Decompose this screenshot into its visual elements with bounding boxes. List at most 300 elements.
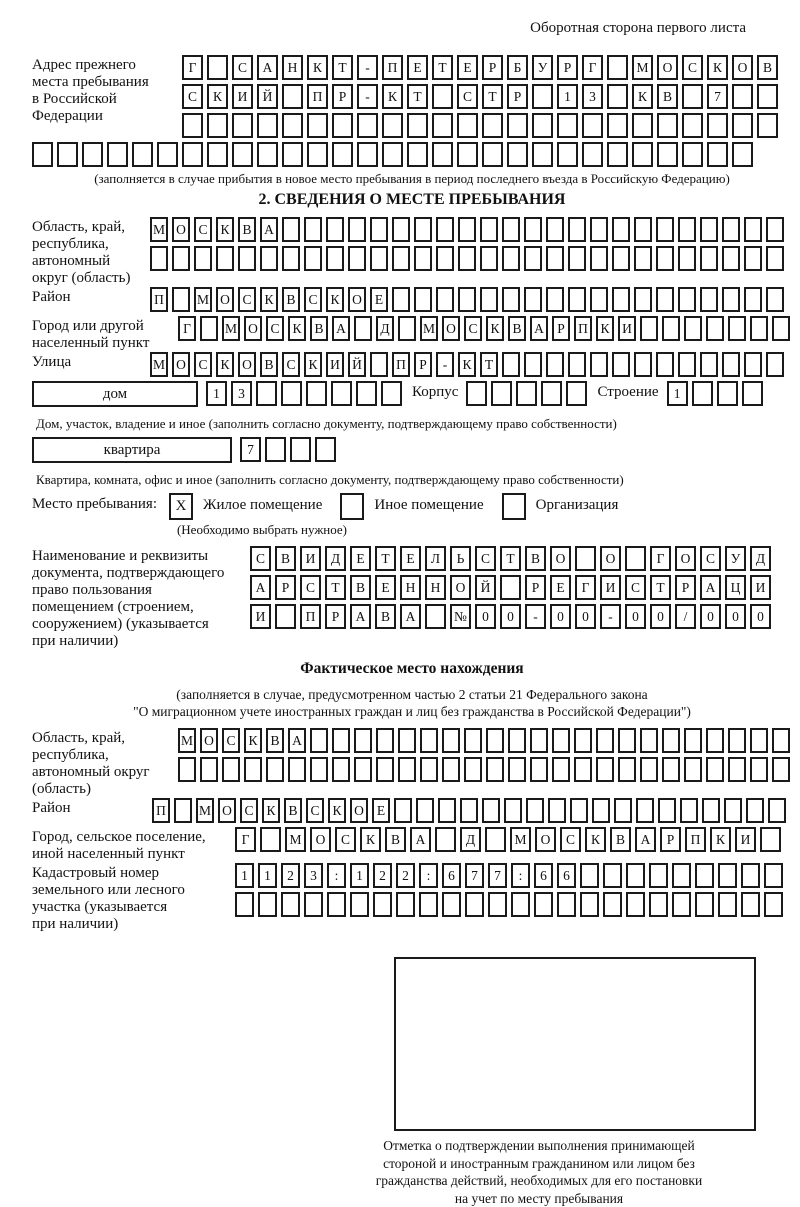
char-cell[interactable]: № [450, 604, 471, 629]
char-cell[interactable] [432, 113, 453, 138]
char-cell[interactable]: 0 [475, 604, 496, 629]
char-cell[interactable]: С [282, 352, 300, 377]
char-cell[interactable] [480, 287, 498, 312]
char-cell[interactable]: Г [575, 575, 596, 600]
char-cell[interactable] [480, 217, 498, 242]
char-cell[interactable] [354, 757, 372, 782]
char-cell[interactable] [222, 757, 240, 782]
char-cell[interactable] [695, 863, 714, 888]
char-cell[interactable] [532, 113, 553, 138]
char-cell[interactable]: С [194, 217, 212, 242]
char-cell[interactable]: П [392, 352, 410, 377]
char-cell[interactable] [707, 113, 728, 138]
char-cell[interactable]: М [510, 827, 531, 852]
char-cell[interactable] [557, 892, 576, 917]
char-cell[interactable]: О [535, 827, 556, 852]
char-cell[interactable]: О [200, 728, 218, 753]
char-cell[interactable] [575, 546, 596, 571]
char-cell[interactable]: Е [350, 546, 371, 571]
char-cell[interactable] [382, 113, 403, 138]
char-cell[interactable]: С [300, 575, 321, 600]
char-cell[interactable]: 7 [465, 863, 484, 888]
char-cell[interactable] [695, 892, 714, 917]
char-cell[interactable]: Р [557, 55, 578, 80]
char-cell[interactable] [764, 892, 783, 917]
char-cell[interactable]: О [172, 352, 190, 377]
char-cell[interactable] [590, 352, 608, 377]
char-cell[interactable] [684, 757, 702, 782]
char-cell[interactable] [546, 287, 564, 312]
char-cell[interactable] [281, 892, 300, 917]
char-cell[interactable] [658, 798, 676, 823]
char-cell[interactable] [682, 84, 703, 109]
char-cell[interactable] [458, 287, 476, 312]
char-cell[interactable] [482, 113, 503, 138]
char-cell[interactable] [764, 863, 783, 888]
char-cell[interactable]: Т [407, 84, 428, 109]
char-cell[interactable]: С [560, 827, 581, 852]
char-cell[interactable] [460, 798, 478, 823]
char-cell[interactable]: П [382, 55, 403, 80]
char-cell[interactable]: П [152, 798, 170, 823]
char-cell[interactable] [508, 728, 526, 753]
char-cell[interactable]: 3 [304, 863, 323, 888]
char-cell[interactable] [574, 757, 592, 782]
char-cell[interactable]: Н [425, 575, 446, 600]
char-cell[interactable]: К [328, 798, 346, 823]
char-cell[interactable]: В [266, 728, 284, 753]
char-cell[interactable]: Н [282, 55, 303, 80]
char-cell[interactable] [618, 728, 636, 753]
char-cell[interactable]: П [574, 316, 592, 341]
char-cell[interactable] [290, 437, 311, 462]
char-cell[interactable]: Е [407, 55, 428, 80]
char-cell[interactable] [174, 798, 192, 823]
char-cell[interactable] [706, 316, 724, 341]
char-cell[interactable] [256, 381, 277, 406]
char-cell[interactable] [398, 757, 416, 782]
char-cell[interactable]: Р [275, 575, 296, 600]
char-cell[interactable] [150, 246, 168, 271]
char-cell[interactable]: А [530, 316, 548, 341]
char-cell[interactable] [310, 728, 328, 753]
char-cell[interactable]: 6 [557, 863, 576, 888]
char-cell[interactable]: 1 [258, 863, 277, 888]
char-cell[interactable]: 2 [281, 863, 300, 888]
char-cell[interactable]: Р [507, 84, 528, 109]
char-cell[interactable] [700, 352, 718, 377]
char-cell[interactable]: И [326, 352, 344, 377]
char-cell[interactable] [618, 757, 636, 782]
char-cell[interactable] [672, 892, 691, 917]
char-cell[interactable]: О [450, 575, 471, 600]
char-cell[interactable]: Г [235, 827, 256, 852]
char-cell[interactable]: Й [475, 575, 496, 600]
char-cell[interactable] [649, 892, 668, 917]
char-cell[interactable] [354, 316, 372, 341]
char-cell[interactable] [757, 84, 778, 109]
char-cell[interactable] [414, 246, 432, 271]
char-cell[interactable] [678, 217, 696, 242]
char-cell[interactable] [327, 892, 346, 917]
char-cell[interactable]: 2 [373, 863, 392, 888]
char-cell[interactable] [310, 757, 328, 782]
char-cell[interactable] [232, 113, 253, 138]
char-cell[interactable] [632, 113, 653, 138]
checkbox-residential-premises[interactable]: X [169, 493, 193, 520]
char-cell[interactable]: К [596, 316, 614, 341]
char-cell[interactable] [507, 113, 528, 138]
char-cell[interactable] [722, 352, 740, 377]
char-cell[interactable]: 0 [500, 604, 521, 629]
char-cell[interactable] [706, 728, 724, 753]
char-cell[interactable] [732, 84, 753, 109]
char-cell[interactable]: С [475, 546, 496, 571]
char-cell[interactable] [307, 142, 328, 167]
char-cell[interactable] [373, 892, 392, 917]
char-cell[interactable] [662, 757, 680, 782]
char-cell[interactable] [532, 142, 553, 167]
char-cell[interactable]: 3 [582, 84, 603, 109]
char-cell[interactable] [458, 217, 476, 242]
char-cell[interactable] [485, 827, 506, 852]
char-cell[interactable] [200, 757, 218, 782]
char-cell[interactable]: Е [550, 575, 571, 600]
char-cell[interactable]: И [300, 546, 321, 571]
char-cell[interactable] [407, 113, 428, 138]
char-cell[interactable] [500, 575, 521, 600]
char-cell[interactable] [420, 757, 438, 782]
char-cell[interactable] [592, 798, 610, 823]
char-cell[interactable]: В [610, 827, 631, 852]
char-cell[interactable] [657, 142, 678, 167]
char-cell[interactable] [678, 287, 696, 312]
char-cell[interactable] [766, 352, 784, 377]
char-cell[interactable]: А [350, 604, 371, 629]
char-cell[interactable]: С [222, 728, 240, 753]
char-cell[interactable]: - [357, 55, 378, 80]
char-cell[interactable] [282, 246, 300, 271]
char-cell[interactable]: Р [552, 316, 570, 341]
char-cell[interactable] [282, 142, 303, 167]
char-cell[interactable] [436, 246, 454, 271]
char-cell[interactable] [744, 217, 762, 242]
char-cell[interactable]: : [511, 863, 530, 888]
char-cell[interactable] [282, 113, 303, 138]
char-cell[interactable]: П [150, 287, 168, 312]
char-cell[interactable] [766, 217, 784, 242]
char-cell[interactable]: Т [650, 575, 671, 600]
char-cell[interactable]: О [172, 217, 190, 242]
char-cell[interactable] [568, 246, 586, 271]
char-cell[interactable] [511, 892, 530, 917]
char-cell[interactable] [502, 246, 520, 271]
char-cell[interactable]: Л [425, 546, 446, 571]
char-cell[interactable] [582, 142, 603, 167]
char-cell[interactable]: И [600, 575, 621, 600]
char-cell[interactable]: Т [500, 546, 521, 571]
char-cell[interactable]: У [532, 55, 553, 80]
char-cell[interactable] [326, 246, 344, 271]
char-cell[interactable] [396, 892, 415, 917]
char-cell[interactable] [612, 217, 630, 242]
char-cell[interactable] [566, 381, 587, 406]
char-cell[interactable] [398, 728, 416, 753]
char-cell[interactable] [718, 863, 737, 888]
char-cell[interactable]: Й [348, 352, 366, 377]
char-cell[interactable] [574, 728, 592, 753]
char-cell[interactable] [464, 728, 482, 753]
char-cell[interactable]: М [194, 287, 212, 312]
char-cell[interactable]: К [307, 55, 328, 80]
char-cell[interactable]: В [657, 84, 678, 109]
char-cell[interactable] [692, 381, 713, 406]
char-cell[interactable]: М [222, 316, 240, 341]
char-cell[interactable]: Р [414, 352, 432, 377]
char-cell[interactable] [216, 246, 234, 271]
char-cell[interactable]: В [238, 217, 256, 242]
char-cell[interactable]: О [216, 287, 234, 312]
char-cell[interactable]: К [710, 827, 731, 852]
char-cell[interactable]: Р [332, 84, 353, 109]
char-cell[interactable]: С [240, 798, 258, 823]
char-cell[interactable] [257, 113, 278, 138]
char-cell[interactable] [82, 142, 103, 167]
char-cell[interactable] [634, 352, 652, 377]
char-cell[interactable] [504, 798, 522, 823]
char-cell[interactable] [420, 728, 438, 753]
char-cell[interactable] [732, 142, 753, 167]
char-cell[interactable]: Б [507, 55, 528, 80]
char-cell[interactable]: : [419, 863, 438, 888]
char-cell[interactable] [612, 246, 630, 271]
char-cell[interactable] [760, 827, 781, 852]
char-cell[interactable] [678, 352, 696, 377]
char-cell[interactable] [636, 798, 654, 823]
char-cell[interactable]: - [436, 352, 454, 377]
char-cell[interactable] [348, 246, 366, 271]
char-cell[interactable]: О [348, 287, 366, 312]
char-cell[interactable]: К [326, 287, 344, 312]
char-cell[interactable] [486, 728, 504, 753]
char-cell[interactable] [724, 798, 742, 823]
char-cell[interactable]: : [327, 863, 346, 888]
char-cell[interactable]: Р [660, 827, 681, 852]
checkbox-organization[interactable] [502, 493, 526, 520]
char-cell[interactable]: С [625, 575, 646, 600]
char-cell[interactable]: Т [432, 55, 453, 80]
char-cell[interactable] [502, 287, 520, 312]
char-cell[interactable] [580, 892, 599, 917]
char-cell[interactable]: М [420, 316, 438, 341]
char-cell[interactable]: С [457, 84, 478, 109]
char-cell[interactable]: 6 [442, 863, 461, 888]
char-cell[interactable] [680, 798, 698, 823]
char-cell[interactable] [524, 246, 542, 271]
char-cell[interactable]: 1 [557, 84, 578, 109]
char-cell[interactable]: Е [375, 575, 396, 600]
char-cell[interactable] [607, 142, 628, 167]
char-cell[interactable]: С [306, 798, 324, 823]
char-cell[interactable] [546, 217, 564, 242]
char-cell[interactable] [662, 728, 680, 753]
char-cell[interactable] [541, 381, 562, 406]
char-cell[interactable] [580, 863, 599, 888]
char-cell[interactable] [524, 287, 542, 312]
char-cell[interactable] [662, 316, 680, 341]
char-cell[interactable] [392, 217, 410, 242]
char-cell[interactable] [357, 113, 378, 138]
char-cell[interactable]: А [400, 604, 421, 629]
char-cell[interactable] [357, 142, 378, 167]
char-cell[interactable] [392, 287, 410, 312]
char-cell[interactable] [107, 142, 128, 167]
char-cell[interactable] [557, 113, 578, 138]
char-cell[interactable] [304, 246, 322, 271]
char-cell[interactable] [200, 316, 218, 341]
char-cell[interactable]: С [464, 316, 482, 341]
char-cell[interactable] [702, 798, 720, 823]
char-cell[interactable] [768, 798, 786, 823]
char-cell[interactable]: 1 [350, 863, 369, 888]
char-cell[interactable] [741, 863, 760, 888]
char-cell[interactable] [552, 757, 570, 782]
char-cell[interactable]: 0 [575, 604, 596, 629]
char-cell[interactable] [603, 863, 622, 888]
char-cell[interactable]: О [550, 546, 571, 571]
char-cell[interactable]: В [350, 575, 371, 600]
char-cell[interactable]: Г [650, 546, 671, 571]
char-cell[interactable] [640, 728, 658, 753]
char-cell[interactable] [432, 84, 453, 109]
char-cell[interactable] [482, 798, 500, 823]
char-cell[interactable]: К [458, 352, 476, 377]
char-cell[interactable] [530, 728, 548, 753]
char-cell[interactable]: 0 [750, 604, 771, 629]
char-cell[interactable]: Ь [450, 546, 471, 571]
char-cell[interactable]: М [285, 827, 306, 852]
char-cell[interactable] [757, 113, 778, 138]
char-cell[interactable] [557, 142, 578, 167]
char-cell[interactable]: К [216, 217, 234, 242]
char-cell[interactable]: И [250, 604, 271, 629]
char-cell[interactable] [722, 246, 740, 271]
char-cell[interactable]: Е [372, 798, 390, 823]
char-cell[interactable] [57, 142, 78, 167]
char-cell[interactable] [732, 113, 753, 138]
char-cell[interactable] [207, 142, 228, 167]
char-cell[interactable]: Т [332, 55, 353, 80]
char-cell[interactable] [649, 863, 668, 888]
char-cell[interactable] [348, 217, 366, 242]
char-cell[interactable]: К [288, 316, 306, 341]
char-cell[interactable] [524, 217, 542, 242]
char-cell[interactable] [502, 217, 520, 242]
char-cell[interactable]: 0 [625, 604, 646, 629]
char-cell[interactable] [612, 352, 630, 377]
char-cell[interactable] [722, 217, 740, 242]
char-cell[interactable]: Д [325, 546, 346, 571]
char-cell[interactable]: Т [325, 575, 346, 600]
char-cell[interactable]: / [675, 604, 696, 629]
char-cell[interactable]: Е [400, 546, 421, 571]
char-cell[interactable] [744, 287, 762, 312]
char-cell[interactable] [728, 757, 746, 782]
char-cell[interactable] [700, 246, 718, 271]
char-cell[interactable] [656, 352, 674, 377]
char-cell[interactable] [350, 892, 369, 917]
char-cell[interactable]: Д [376, 316, 394, 341]
char-cell[interactable] [634, 287, 652, 312]
char-cell[interactable] [607, 84, 628, 109]
char-cell[interactable]: В [757, 55, 778, 80]
char-cell[interactable] [568, 352, 586, 377]
char-cell[interactable] [132, 142, 153, 167]
char-cell[interactable]: 7 [488, 863, 507, 888]
char-cell[interactable] [457, 113, 478, 138]
char-cell[interactable] [728, 728, 746, 753]
char-cell[interactable]: К [707, 55, 728, 80]
char-cell[interactable] [482, 142, 503, 167]
char-cell[interactable] [722, 287, 740, 312]
char-cell[interactable] [464, 757, 482, 782]
char-cell[interactable] [632, 142, 653, 167]
char-cell[interactable]: С [250, 546, 271, 571]
char-cell[interactable] [172, 246, 190, 271]
char-cell[interactable] [656, 246, 674, 271]
char-cell[interactable] [436, 217, 454, 242]
char-cell[interactable]: С [232, 55, 253, 80]
char-cell[interactable] [275, 604, 296, 629]
char-cell[interactable] [603, 892, 622, 917]
char-cell[interactable]: О [310, 827, 331, 852]
char-cell[interactable] [382, 142, 403, 167]
char-cell[interactable] [700, 217, 718, 242]
char-cell[interactable]: Ц [725, 575, 746, 600]
char-cell[interactable] [480, 246, 498, 271]
char-cell[interactable]: С [194, 352, 212, 377]
char-cell[interactable] [442, 757, 460, 782]
char-cell[interactable] [491, 381, 512, 406]
char-cell[interactable] [607, 55, 628, 80]
char-cell[interactable]: К [585, 827, 606, 852]
char-cell[interactable] [570, 798, 588, 823]
char-cell[interactable]: 0 [725, 604, 746, 629]
char-cell[interactable] [458, 246, 476, 271]
char-cell[interactable] [258, 892, 277, 917]
char-cell[interactable]: А [700, 575, 721, 600]
char-cell[interactable] [640, 316, 658, 341]
char-cell[interactable]: 2 [396, 863, 415, 888]
char-cell[interactable] [265, 437, 286, 462]
char-cell[interactable] [524, 352, 542, 377]
char-cell[interactable] [672, 863, 691, 888]
char-cell[interactable]: Г [182, 55, 203, 80]
char-cell[interactable]: В [282, 287, 300, 312]
char-cell[interactable]: Т [480, 352, 498, 377]
char-cell[interactable]: К [360, 827, 381, 852]
char-cell[interactable] [568, 217, 586, 242]
char-cell[interactable]: В [260, 352, 278, 377]
char-cell[interactable]: 0 [550, 604, 571, 629]
char-cell[interactable]: С [335, 827, 356, 852]
char-cell[interactable] [590, 217, 608, 242]
char-cell[interactable] [766, 246, 784, 271]
char-cell[interactable] [488, 892, 507, 917]
char-cell[interactable]: 1 [667, 381, 688, 406]
char-cell[interactable] [548, 798, 566, 823]
char-cell[interactable] [435, 827, 456, 852]
